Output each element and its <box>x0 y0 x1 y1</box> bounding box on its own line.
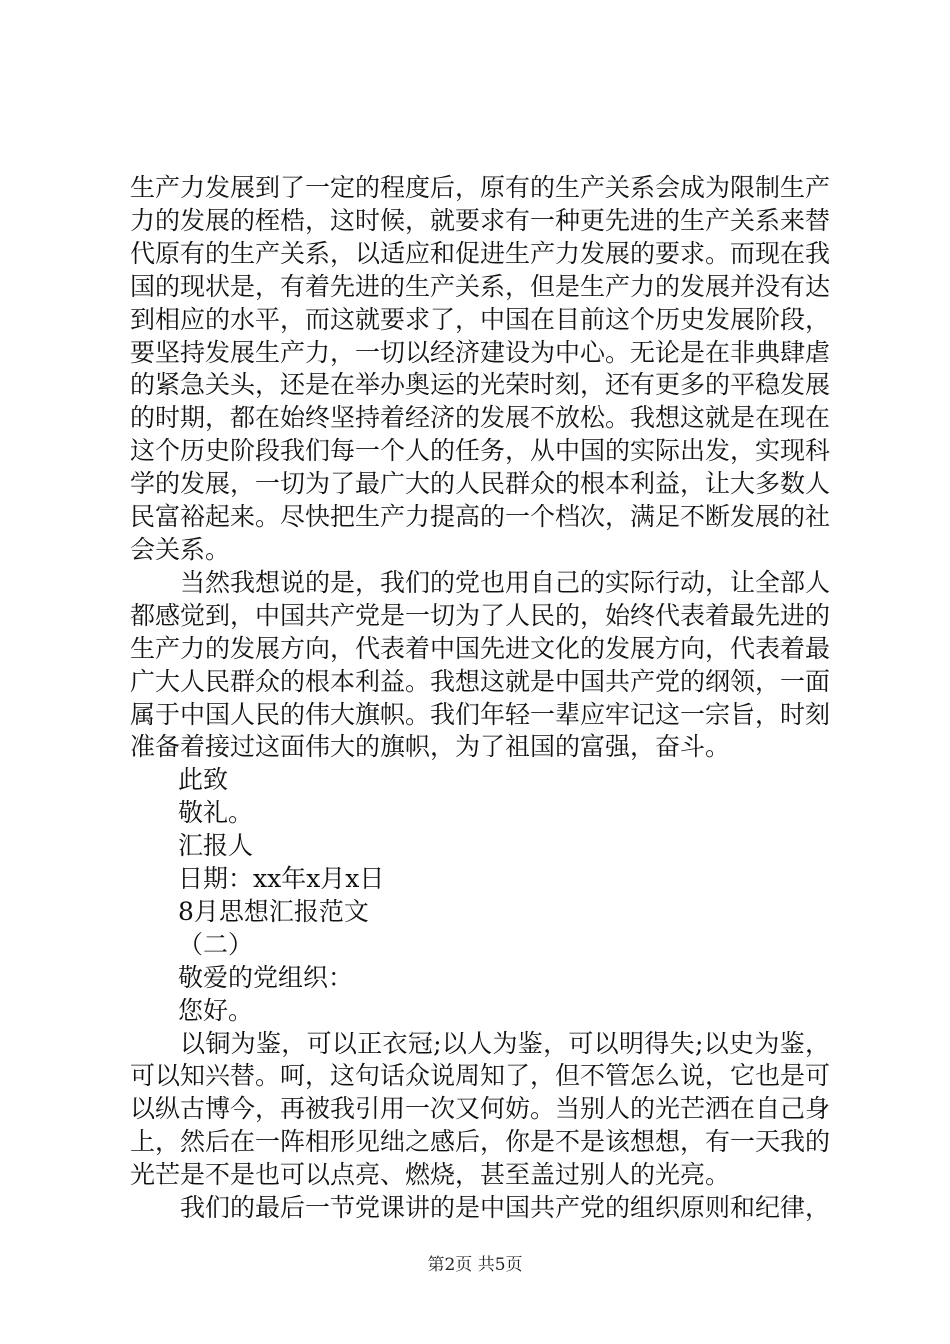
salute-line: 敬礼。 <box>178 798 254 828</box>
reporter-line: 汇报人 <box>178 831 254 861</box>
paragraph-mirror: 以铜为鉴，可以正衣冠;以人为鉴，可以明得失;以史为鉴，可以知兴替。呵，这句话众说周知了，但不管怎么说，它也是可以纵古博今，再被我引用一次又何妨。当别人的光芒洒在自己身上，然后在一阵相形见绌之感后，你是不是该想想，有一天我的光芒是不是也可以点亮、燃烧，甚至盖过别人的光亮。 <box>130 1028 831 1190</box>
greeting-line: 敬爱的党组织： <box>178 962 354 992</box>
closing-line: 此致 <box>178 765 229 795</box>
section-title: 8月思想汇报范文 <box>178 896 369 926</box>
page-number-footer: 第2页 共5页 <box>427 1255 523 1275</box>
document-body <box>130 172 830 1225</box>
hello-line: 您好。 <box>178 995 254 1025</box>
date-line: 日期：xx年x月x日 <box>178 864 385 894</box>
paragraph-productivity: 生产力发展到了一定的程度后，原有的生产关系会成为限制生产力的发展的桎梏，这时候，就要求有一种更先进的生产关系来替代原有的生产关系，以适应和促进生产力发展的要求。而现在我国的现状是，有着先进的生产关系，但是生产力的发展并没有达到相应的水平，而这就要求了，中国在目前这个历史发展阶段，要坚持发展生产力，一切以经济建设为中心。无论是在非典肆虐的紧急关头，还是在举办奥运的光荣时刻，还有更多的平稳发展的时期，都在始终坚持着经济的发展不放松。我想这就是在现在这个历史阶段我们每一个人的任务，从中国的实际出发，实现科学的发展，一切为了最广大的人民群众的根本利益，让大多数人民富裕起来。尽快把生产力提高的一个档次，满足不断发展的社会关系。 <box>130 173 831 564</box>
section-number: （二） <box>178 929 254 959</box>
paragraph-last-lesson: 我们的最后一节党课讲的是中国共产党的组织原则和纪律， <box>180 1193 831 1223</box>
paragraph-party: 当然我想说的是，我们的党也用自己的实际行动，让全部人都感觉到，中国共产党是一切为了人民的，始终代表着最先进的生产力的发展方向，代表着中国先进文化的发展方向，代表着最广大人民群众的根本利益。我想这就是中国共产党的纲领，一面属于中国人民的伟大旗帜。我们年轻一辈应牢记这一宗旨，时刻准备着接过这面伟大的旗帜，为了祖国的富强，奋斗。 <box>130 567 831 762</box>
